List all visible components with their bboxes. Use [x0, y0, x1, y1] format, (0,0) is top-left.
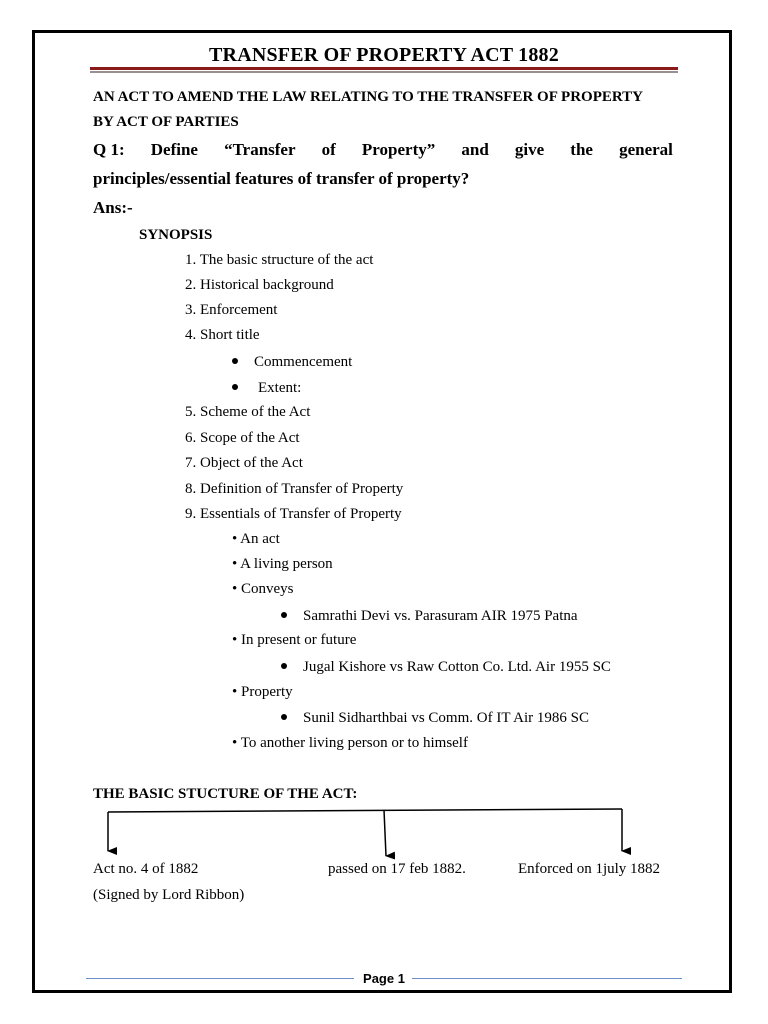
- subtitle-line-2: BY ACT OF PARTIES: [93, 114, 239, 130]
- sub-bullet: Commencement: [232, 354, 352, 371]
- essential-item: • Conveys: [232, 581, 294, 597]
- question-line-2: principles/essential features of transfer of property?: [93, 169, 470, 188]
- question-word: “Transfer: [224, 140, 296, 159]
- connector-line: [108, 809, 622, 812]
- case-citation: Jugal Kishore vs Raw Cotton Co. Ltd. Air 1955 SC: [281, 659, 611, 676]
- essential-item: • Property: [232, 684, 293, 700]
- synopsis-heading: SYNOPSIS: [139, 227, 213, 243]
- sub-bullet: Extent:: [232, 380, 301, 397]
- synopsis-item: 4. Short title: [185, 327, 260, 343]
- question-word: Q 1:: [93, 140, 125, 159]
- question-word: Property”: [361, 140, 436, 159]
- question-word: general: [619, 140, 673, 159]
- question-word: the: [570, 140, 593, 159]
- synopsis-item: 6. Scope of the Act: [185, 430, 300, 446]
- subtitle-line-1: AN ACT TO AMEND THE LAW RELATING TO THE TRANSFER OF PROPERTY: [93, 89, 644, 105]
- structure-heading: THE BASIC STUCTURE OF THE ACT:: [93, 786, 358, 802]
- page-number: Page 1: [363, 971, 405, 986]
- synopsis-item: 3. Enforcement: [185, 302, 278, 318]
- synopsis-item: 8. Definition of Transfer of Property: [185, 481, 404, 497]
- essential-item: • In present or future: [232, 632, 357, 648]
- enforced-date-text: Enforced on 1july 1882: [518, 861, 661, 877]
- synopsis-item: 9. Essentials of Transfer of Property: [185, 506, 402, 522]
- synopsis-item: 2. Historical background: [185, 277, 334, 293]
- essential-item: • A living person: [232, 556, 333, 572]
- arrow-middle: [384, 810, 386, 856]
- signed-by-text: (Signed by Lord Ribbon): [93, 887, 245, 903]
- essential-item: • To another living person or to himself: [232, 735, 468, 751]
- case-citation: Sunil Sidharthbai vs Comm. Of IT Air 1986 SC: [281, 710, 589, 727]
- synopsis-item: 1. The basic structure of the act: [185, 252, 374, 268]
- question-word: of: [321, 140, 336, 159]
- synopsis-item: 7. Object of the Act: [185, 455, 303, 471]
- question-word: Define: [150, 140, 198, 159]
- essential-item: • An act: [232, 531, 280, 547]
- act-number-text: Act no. 4 of 1882: [93, 861, 199, 877]
- passed-date-text: passed on 17 feb 1882.: [328, 861, 466, 877]
- document-title: TRANSFER OF PROPERTY ACT 1882: [209, 44, 559, 66]
- answer-label: Ans:-: [93, 198, 133, 217]
- question-word: give: [514, 140, 545, 159]
- question-word: and: [461, 140, 489, 159]
- synopsis-item: 5. Scheme of the Act: [185, 404, 311, 420]
- case-citation: Samrathi Devi vs. Parasuram AIR 1975 Patna: [281, 608, 578, 625]
